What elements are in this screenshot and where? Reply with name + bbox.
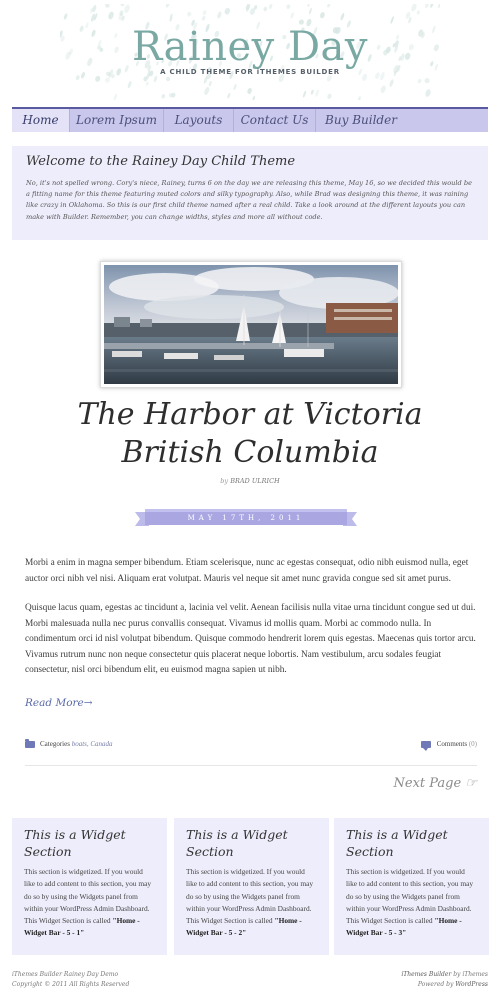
raindrop	[203, 86, 210, 95]
site-tagline: A CHILD THEME FOR iTHEMES BUILDER	[160, 68, 340, 76]
raindrop	[340, 13, 345, 21]
folder-icon	[25, 741, 35, 748]
raindrop	[161, 93, 166, 99]
raindrop	[302, 90, 307, 98]
raindrop	[120, 4, 125, 7]
raindrop	[169, 16, 173, 22]
post-title-line-2: British Columbia	[121, 435, 379, 470]
raindrop	[233, 84, 237, 91]
raindrop	[145, 81, 149, 86]
raindrop	[208, 81, 212, 87]
widget-title: This is a Widget Section	[186, 827, 288, 859]
post-comments[interactable]	[421, 740, 477, 748]
category-separator: ,	[86, 740, 91, 748]
widget-section-name: "Home - Widget Bar - 5 - 2"	[186, 916, 302, 938]
post-author[interactable]: BRAD ULRICH	[230, 477, 280, 485]
widget-text-body: This section is widgetized. If you would like to add content to this section, you may do so by using the Widgets panel from within your WordPress Admin Dashboard. This Widget Section is called	[24, 867, 152, 926]
footer-powered-label: Powered by	[417, 981, 454, 988]
footer-builder-link[interactable]: iThemes Builder	[401, 971, 452, 978]
site-header	[0, 0, 500, 104]
byline-by: by	[220, 477, 229, 485]
widget-section-1	[12, 818, 167, 955]
footer-site-name: iThemes Builder Rainey Day Demo	[12, 971, 119, 978]
raindrop	[127, 81, 132, 89]
footer-by-ithemes[interactable]: by iThemes	[453, 971, 488, 978]
welcome-text: No, it's not spelled wrong. Cory's niece, Rainey, turns 6 on the day we are releasing this theme, May 16, so we decided this would be a fitting name for this theme featuring muted colors and silky typography. Also, while Brad was designing this theme, it was raining like crazy in Oklahoma. So this is our first child theme named after a real child. Take a look around at the different layouts you can make with Builder. Remember, you can change widths, styles and more all without code.	[26, 179, 472, 221]
widget-text-body: This section is widgetized. If you would like to add content to this section, you may do so by using the Widgets panel from within your WordPress Admin Dashboard. This Widget Section is called	[346, 867, 474, 926]
post-paragraph-1: Morbi a enim in magna semper bibendum. Etiam scelerisque, nunc ac egestas consequat, odio nibh euismod nulla, eget auctor orci nibh vel nisi. Aliquam erat volutpat. Mauris vel neque sit amet nunc gravida congue sed sit amet purus.	[25, 558, 469, 584]
raindrop	[268, 4, 273, 10]
raindrop	[201, 15, 206, 21]
widget-section-name: "Home - Widget Bar - 5 - 3"	[346, 916, 462, 938]
raindrop	[224, 7, 231, 15]
widget-text-body: This section is widgetized. If you would like to add content to this section, you may do so by using the Widgets panel from within your WordPress Admin Dashboard. This Widget Section is called	[186, 867, 314, 926]
raindrop	[107, 11, 114, 20]
post-date: MAY 17TH, 2011	[187, 514, 305, 522]
nav-item-layouts[interactable]: Layouts	[164, 109, 234, 132]
raindrop	[94, 75, 101, 82]
footer-powered	[401, 980, 488, 990]
raindrop	[389, 79, 395, 88]
category-link-canada[interactable]: Canada	[90, 740, 113, 748]
comments-label: Comments	[436, 740, 468, 748]
nav-item-home[interactable]: Home	[12, 109, 70, 132]
raindrop	[104, 77, 110, 84]
raindrop	[307, 4, 311, 7]
widget-text	[346, 866, 477, 940]
post-byline	[0, 477, 500, 485]
raindrop	[153, 75, 158, 83]
raindrop	[113, 93, 118, 100]
raindrop	[327, 4, 331, 8]
raindrop	[165, 76, 170, 82]
footer-wordpress-link[interactable]: WordPress	[455, 981, 488, 988]
raindrop	[416, 10, 421, 15]
arrow-right-icon: →	[83, 697, 93, 709]
raindrop	[63, 13, 68, 20]
raindrop	[410, 4, 417, 12]
raindrop	[252, 96, 256, 100]
widget-section-3	[334, 818, 489, 955]
widget-title: This is a Widget Section	[346, 827, 448, 859]
next-page-label: Next Page	[393, 776, 462, 791]
welcome-heading: Welcome to the Rainey Day Child Theme	[26, 154, 296, 169]
raindrop	[424, 4, 430, 8]
raindrop	[438, 4, 440, 8]
post-meta	[25, 740, 477, 752]
raindrop	[247, 87, 253, 94]
raindrop	[227, 92, 231, 99]
nav-item-lorem-ipsum[interactable]: Lorem Ipsum	[70, 109, 164, 132]
widget-section-2	[174, 818, 329, 955]
raindrop	[263, 6, 268, 12]
post-title-line-1: The Harbor at Victoria	[77, 397, 423, 432]
raindrop	[417, 78, 422, 83]
comment-icon	[421, 741, 431, 748]
content-divider	[25, 765, 477, 766]
raindrop	[319, 11, 325, 19]
post-paragraph-2: Quisque lacus quam, egestas ac tincidunt a, lacinia vel velit. Aenean facilisis nulla vitae urna tincidunt congue sed ut dui. Morbi malesuada nulla nec purus convallis consequat. Vivamus id mollis quam. Morbi ac commodo nulla. In condimentum orci id nisl volutpat bibendum. Quisque commodo hendrerit lorem quis egestas. Maecenas quis tortor arcu. Vivamus rutrum nunc non neque consectetur quis placerat neque lobortis. Nam vestibulum, arcu sodales feugiat consectetur, nisl orci bibendum elit, eu euismod magna sapien ut nibh.	[25, 603, 476, 676]
widget-text	[186, 866, 317, 940]
widget-title: This is a Widget Section	[24, 827, 126, 859]
raindrop	[165, 4, 171, 8]
widget-text	[24, 866, 155, 940]
site-logo-title[interactable]: Rainey Day	[132, 24, 368, 70]
raindrop	[357, 96, 361, 100]
comments-count: (0)	[468, 740, 477, 748]
nav-item-contact-us[interactable]: Contact Us	[234, 109, 316, 132]
footer-builder-credit	[401, 970, 488, 980]
widget-section-name: "Home - Widget Bar - 5 - 1"	[24, 916, 140, 938]
next-page-link[interactable]	[394, 776, 477, 791]
raindrop	[310, 89, 314, 95]
post-featured-image[interactable]	[100, 261, 402, 388]
raindrop	[424, 89, 431, 98]
raindrop	[327, 93, 333, 100]
raindrop	[245, 4, 251, 11]
categories-label: Categories	[40, 740, 70, 748]
footer-credits	[401, 970, 488, 990]
raindrop	[202, 10, 207, 16]
raindrop	[104, 4, 110, 8]
raindrop	[430, 4, 435, 8]
read-more-label: Read More	[25, 697, 84, 709]
post-title[interactable]	[0, 396, 500, 472]
raindrop	[315, 89, 320, 97]
raindrop	[390, 16, 395, 24]
raindrop	[216, 11, 222, 19]
footer-copyright-text: Copyright © 2011 All Rights Reserved	[12, 981, 130, 988]
raindrop	[424, 77, 430, 84]
raindrop	[290, 12, 295, 19]
welcome-panel	[12, 146, 488, 240]
read-more-link[interactable]	[25, 697, 93, 709]
raindrop	[186, 11, 192, 17]
pointing-hand-icon: ☞	[465, 776, 477, 791]
footer-copyright	[12, 970, 129, 990]
post-categories	[25, 740, 113, 748]
raindrop	[308, 8, 312, 15]
nav-item-buy-builder[interactable]: Buy Builder	[325, 113, 397, 127]
raindrop	[123, 4, 131, 14]
category-link-boats[interactable]: boats	[71, 740, 87, 748]
harbor-photo	[104, 265, 398, 384]
raindrop	[286, 4, 291, 10]
main-navigation	[12, 107, 488, 132]
raindrop	[380, 85, 387, 94]
